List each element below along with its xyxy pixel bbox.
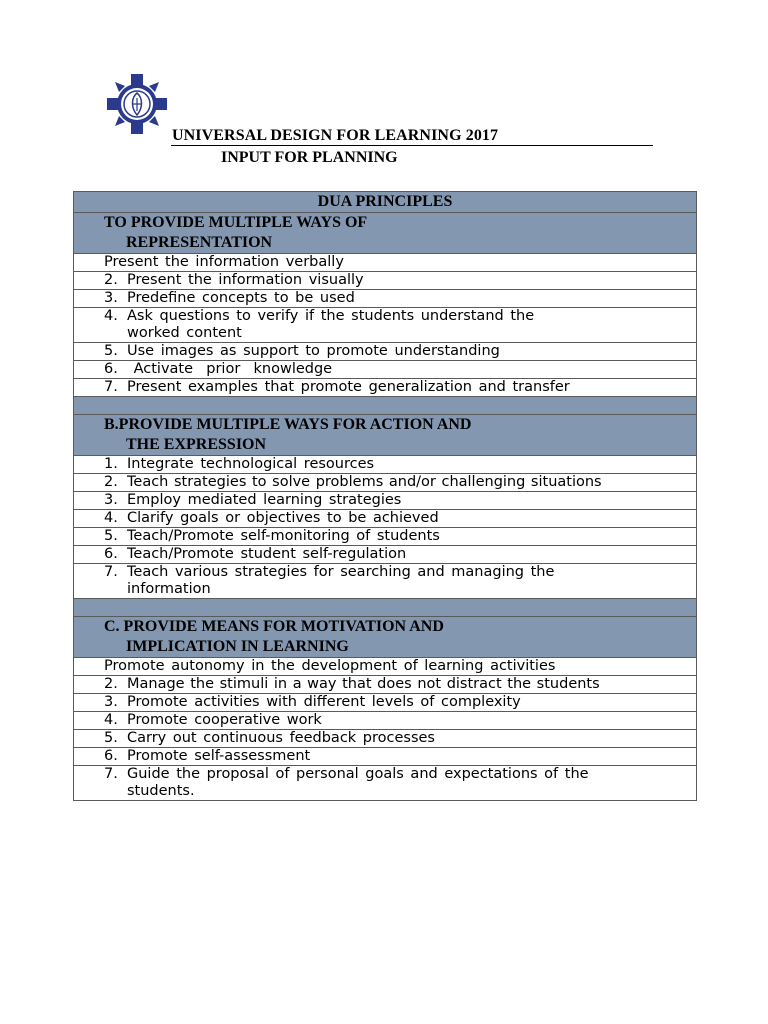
table-title-row — [74, 192, 697, 213]
item-number: 5. — [104, 730, 118, 746]
section-b-heading-row — [74, 415, 697, 456]
university-seal-icon — [107, 74, 167, 134]
list-item — [74, 766, 697, 801]
list-item — [74, 290, 697, 308]
item-text: Ask questions to verify if the students understand the — [127, 308, 535, 324]
item-number: 1. — [104, 456, 118, 472]
item-text: Present the information visually — [127, 272, 364, 288]
list-item — [74, 272, 697, 290]
table-title: DUA PRINCIPLES — [74, 192, 697, 213]
section-c-heading-line1: C. PROVIDE MEANS FOR MOTIVATION AND — [104, 618, 444, 635]
list-item — [74, 748, 697, 766]
item-text: Employ mediated learning strategies — [127, 492, 402, 508]
item-text: Activate prior knowledge — [127, 361, 333, 377]
section-a-heading — [74, 213, 697, 254]
item-text-continued: students. — [127, 783, 195, 799]
section-c-heading-row — [74, 617, 697, 658]
list-item — [74, 730, 697, 748]
section-b-heading-line1: B.PROVIDE MULTIPLE WAYS FOR ACTION AND — [104, 416, 472, 433]
list-item — [74, 564, 697, 599]
section-a-heading-line2: REPRESENTATION — [126, 234, 273, 251]
item-text: Manage the stimuli in a way that does not distract the students — [127, 676, 600, 692]
dua-principles-table — [73, 191, 697, 801]
section-a-heading-line1: TO PROVIDE MULTIPLE WAYS OF — [104, 214, 368, 231]
item-number: 2. — [104, 474, 118, 490]
list-item — [74, 676, 697, 694]
item-text: Present the information verbally — [104, 254, 344, 270]
document-title: UNIVERSAL DESIGN FOR LEARNING 2017 — [172, 127, 499, 144]
item-number: 5. — [104, 528, 118, 544]
item-number: 7. — [104, 564, 118, 580]
item-text: Teach strategies to solve problems and/or challenging situations — [127, 474, 602, 490]
document-subtitle: INPUT FOR PLANNING — [221, 149, 398, 166]
list-item — [74, 308, 697, 343]
item-number: 2. — [104, 272, 118, 288]
section-c-heading-line2: IMPLICATION IN LEARNING — [126, 638, 349, 655]
item-text: Integrate technological resources — [127, 456, 375, 472]
item-text: Promote cooperative work — [127, 712, 322, 728]
item-text: Teach various strategies for searching and managing the — [127, 564, 555, 580]
list-item — [74, 492, 697, 510]
list-item — [74, 343, 697, 361]
section-b-heading-line2: THE EXPRESSION — [126, 436, 267, 453]
list-item — [74, 658, 697, 676]
item-number: 6. — [104, 748, 118, 764]
item-number: 4. — [104, 510, 118, 526]
item-number: 6. — [104, 546, 118, 562]
section-divider — [74, 397, 697, 415]
list-item — [74, 361, 697, 379]
section-a-heading-row — [74, 213, 697, 254]
title-underline — [171, 145, 653, 146]
item-number: 4. — [104, 308, 118, 324]
item-text: Use images as support to promote understanding — [127, 343, 500, 359]
section-divider — [74, 599, 697, 617]
item-text: Promote self-assessment — [127, 748, 311, 764]
list-item — [74, 254, 697, 272]
list-item — [74, 474, 697, 492]
list-item — [74, 528, 697, 546]
list-item — [74, 694, 697, 712]
item-number: 5. — [104, 343, 118, 359]
item-number: 3. — [104, 694, 118, 710]
list-item — [74, 379, 697, 397]
list-item — [74, 546, 697, 564]
item-number: 3. — [104, 492, 118, 508]
item-number: 4. — [104, 712, 118, 728]
item-text: Teach/Promote student self-regulation — [127, 546, 407, 562]
item-text: Carry out continuous feedback processes — [127, 730, 435, 746]
item-text: Predefine concepts to be used — [127, 290, 355, 306]
item-text: Present examples that promote generalization and transfer — [127, 379, 570, 395]
list-item — [74, 712, 697, 730]
item-text: Promote autonomy in the development of learning activities — [104, 658, 556, 674]
item-number: 6. — [104, 361, 118, 377]
item-text-continued: worked content — [127, 325, 242, 341]
item-text-continued: information — [127, 581, 211, 597]
item-text: Guide the proposal of personal goals and expectations of the — [127, 766, 589, 782]
list-item — [74, 510, 697, 528]
section-b-heading — [74, 415, 697, 456]
item-number: 2. — [104, 676, 118, 692]
item-number: 7. — [104, 379, 118, 395]
item-text: Teach/Promote self-monitoring of students — [127, 528, 440, 544]
list-item — [74, 456, 697, 474]
item-text: Promote activities with different levels of complexity — [127, 694, 521, 710]
item-number: 3. — [104, 290, 118, 306]
section-c-heading — [74, 617, 697, 658]
item-number: 7. — [104, 766, 118, 782]
item-text: Clarify goals or objectives to be achieved — [127, 510, 439, 526]
